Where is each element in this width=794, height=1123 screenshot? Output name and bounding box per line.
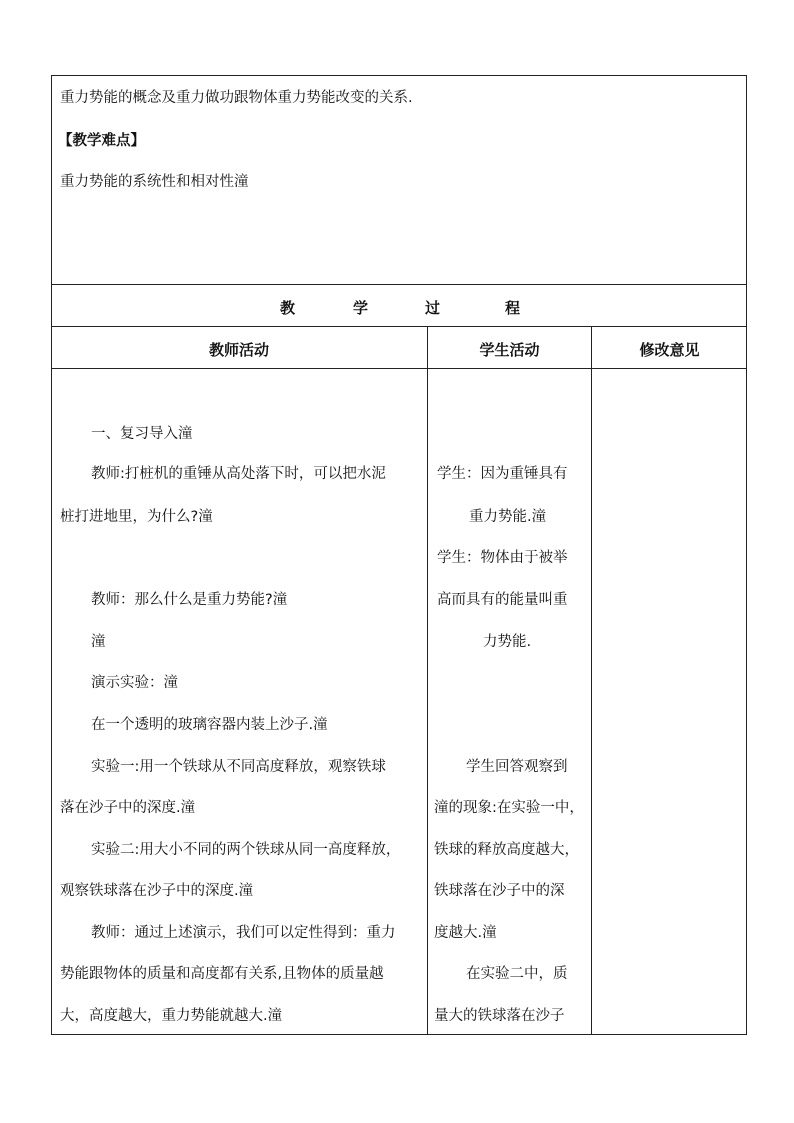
teacher-line: 教师：通过上述演示，我们可以定性得到：重力 [91,925,396,941]
student-line: 学生：物体由于被举 [437,550,568,566]
teacher-line: 教师:打桩机的重锤从高处落下时，可以把水泥 [91,466,386,482]
teacher-line: 落在沙子中的深度.潼 [60,800,196,816]
teacher-line: 演示实验：潼 [91,675,178,691]
teacher-line: 实验二:用大小不同的两个铁球从同一高度释放， [91,842,401,858]
student-line: 量大的铁球落在沙子 [434,1008,565,1024]
student-line: 铁球的释放高度越大， [434,842,579,858]
column-divider [427,326,428,1035]
student-line: 度越大.潼 [434,925,497,941]
table-divider [51,368,747,369]
teacher-line: 在一个透明的玻璃容器内装上沙子.潼 [91,717,328,733]
teacher-line: 桩打进地里，为什么?潼 [60,509,213,525]
student-column-header: 学生活动 [479,341,540,359]
student-line: 学生回答观察到 [466,759,568,775]
student-line: 学生：因为重锤具有 [437,466,568,482]
column-divider [591,326,592,1035]
student-line: 潼的现象:在实验一中， [434,800,584,816]
student-line: 铁球落在沙子中的深 [434,883,565,899]
section-title-char: 教 [280,299,296,317]
difficulty-heading: 【教学难点】 [58,133,145,149]
teacher-line: 教师：那么什么是重力势能?潼 [91,592,288,608]
key-point-text: 重力势能的概念及重力做功跟物体重力势能改变的关系. [60,90,413,106]
section-title-char: 学 [353,299,369,317]
teacher-line: 势能跟物体的质量和高度都有关系,且物体的质量越 [60,966,384,982]
section-title-char: 程 [505,299,521,317]
teacher-line: 观察铁球落在沙子中的深度.潼 [60,883,254,899]
section-title-char: 过 [425,299,441,317]
student-line: 重力势能.潼 [469,509,547,525]
teacher-line: 大，高度越大，重力势能就越大.潼 [60,1008,283,1024]
student-line: 高而具有的能量叫重 [437,592,568,608]
table-divider [51,326,747,327]
teacher-line: 实验一:用一个铁球从不同高度释放，观察铁球 [91,759,386,775]
difficulty-text: 重力势能的系统性和相对性潼 [60,174,249,190]
student-line: 力势能. [483,634,532,650]
teacher-column-header: 教师活动 [208,341,269,359]
revision-column-header: 修改意见 [639,341,700,359]
student-line: 在实验二中，质 [466,966,568,982]
teacher-line: 潼 [91,634,106,650]
teacher-line: 一、复习导入潼 [91,426,193,442]
table-divider [51,284,747,285]
